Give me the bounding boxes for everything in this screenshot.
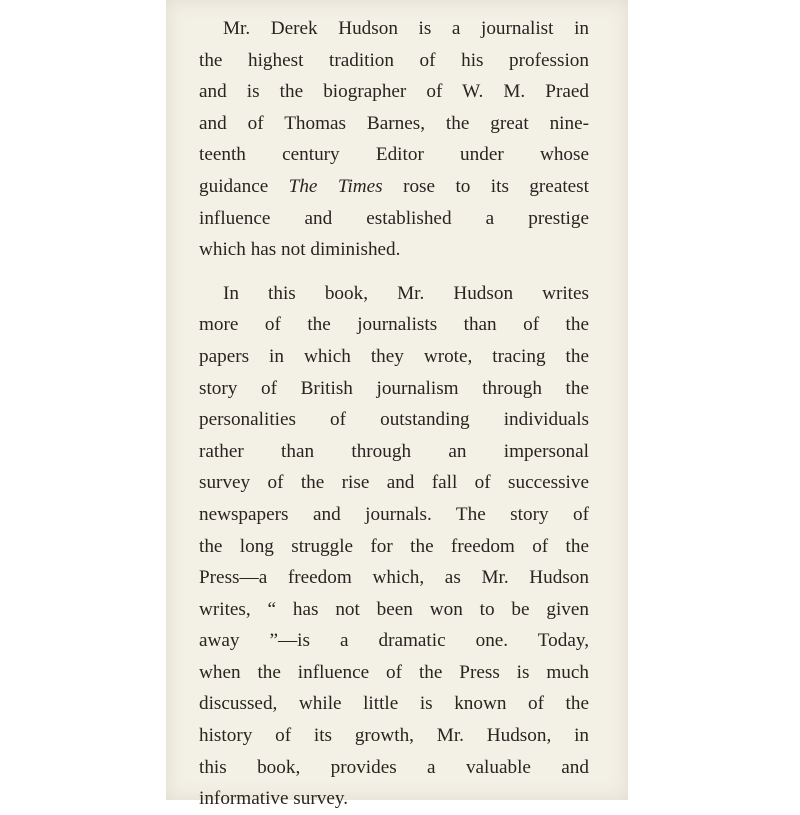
text-line: In this book, Mr. Hudson writes <box>223 282 589 304</box>
text-line: and of Thomas Barnes, the great nine- <box>199 112 589 134</box>
text-line: and is the biographer of W. M. Praed <box>199 81 589 103</box>
text-line: which has not diminished. <box>199 239 401 261</box>
text-line: the highest tradition of his profession <box>199 49 589 71</box>
text-line: survey of the rise and fall of successive <box>199 472 589 494</box>
text-line <box>199 171 589 203</box>
paragraph-gap <box>199 266 589 278</box>
text-line: this book, provides a valuable and <box>199 756 589 778</box>
paragraph-2 <box>199 278 589 815</box>
text-line: away ”—is a dramatic one. Today, <box>199 630 589 652</box>
text-line: papers in which they wrote, tracing the <box>199 345 589 367</box>
text-segment: guidance <box>199 175 289 197</box>
text-line: history of its growth, Mr. Hudson, in <box>199 725 589 747</box>
text-line: when the influence of the Press is much <box>199 661 589 683</box>
text-line: newspapers and journals. The story of <box>199 503 589 525</box>
text-line: personalities of outstanding individuals <box>199 409 589 431</box>
text-line: rather than through an impersonal <box>199 440 589 462</box>
text-line: teenth century Editor under whose <box>199 144 589 166</box>
text-line: Press—a freedom which, as Mr. Hudson <box>199 567 589 589</box>
text-block <box>199 13 589 815</box>
italic-title: The Times <box>288 175 383 197</box>
text-line: Mr. Derek Hudson is a journalist in <box>223 18 589 39</box>
text-segment: rose to its greatest <box>382 175 589 197</box>
text-line: story of British journalism through the <box>199 377 589 399</box>
text-line: informative survey. <box>199 788 349 810</box>
paragraph-1 <box>199 13 589 266</box>
text-line: discussed, while little is known of the <box>199 693 589 715</box>
text-line: more of the journalists than of the <box>199 314 589 336</box>
text-line: writes, “ has not been won to be given <box>199 598 589 620</box>
text-line: the long struggle for the freedom of the <box>199 535 589 557</box>
text-line: influence and established a prestige <box>199 207 589 229</box>
